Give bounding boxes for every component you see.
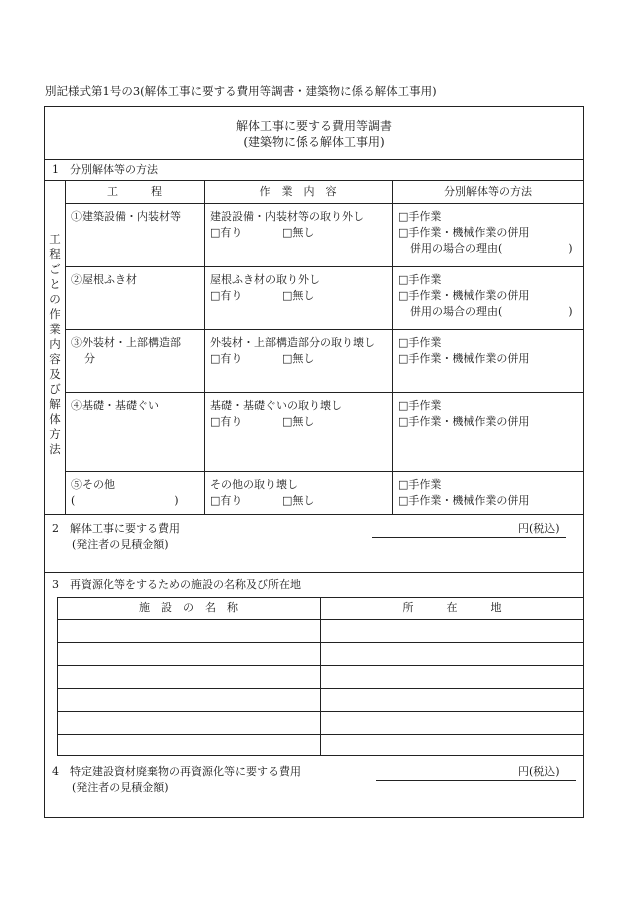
facility-name-field[interactable]	[58, 712, 320, 734]
manual-checkbox[interactable]: □手作業	[398, 336, 442, 349]
combined-checkbox[interactable]: □手作業・機械作業の併用	[398, 352, 530, 365]
no-checkbox[interactable]: □無し	[282, 226, 315, 239]
document-subtitle: (建築物に係る解体工事用)	[243, 135, 385, 149]
yes-checkbox[interactable]: □有り	[210, 415, 243, 428]
process-label: ①建築設備・内装材等	[71, 210, 181, 223]
recycling-cost-unit: 円(税込)	[518, 765, 560, 778]
section2-heading: 2 解体工事に要する費用	[52, 522, 180, 535]
reason-field[interactable]: 併用の場合の理由( )	[410, 305, 573, 318]
combined-checkbox[interactable]: □手作業・機械作業の併用	[398, 226, 530, 239]
section3-heading: 3 再資源化等をするための施設の名称及び所在地	[52, 578, 301, 591]
work-label: その他の取り壊し	[210, 478, 298, 491]
manual-checkbox[interactable]: □手作業	[398, 273, 442, 286]
col-header-method: 分別解体等の方法	[444, 185, 532, 198]
divider	[65, 180, 66, 514]
process-label: ④基礎・基礎ぐい	[71, 399, 159, 412]
process-label: ②屋根ふき材	[71, 273, 137, 286]
col-header-location: 所 在 地	[402, 601, 502, 614]
no-checkbox[interactable]: □無し	[282, 352, 315, 365]
work-label: 基礎・基礎ぐいの取り壊し	[210, 399, 342, 412]
facility-name-field[interactable]	[58, 735, 320, 755]
location-field[interactable]	[321, 643, 584, 665]
divider	[204, 180, 205, 514]
col-header-work: 作 業 内 容	[259, 185, 337, 198]
yes-checkbox[interactable]: □有り	[210, 494, 243, 507]
combined-checkbox[interactable]: □手作業・機械作業の併用	[398, 415, 530, 428]
combined-checkbox[interactable]: □手作業・機械作業の併用	[398, 289, 530, 302]
divider	[44, 180, 584, 181]
work-label: 屋根ふき材の取り外し	[210, 273, 320, 286]
location-field[interactable]	[321, 689, 584, 711]
facility-name-field[interactable]	[58, 666, 320, 688]
section4-heading: 4 特定建設資材廃棄物の再資源化等に要する費用	[52, 765, 301, 778]
section2-sub: (発注者の見積金額)	[72, 538, 169, 551]
location-field[interactable]	[321, 735, 584, 755]
no-checkbox[interactable]: □無し	[282, 494, 315, 507]
process-label: ③外装材・上部構造部	[71, 336, 181, 349]
manual-checkbox[interactable]: □手作業	[398, 399, 442, 412]
divider	[392, 180, 393, 514]
no-checkbox[interactable]: □無し	[282, 289, 315, 302]
facility-name-field[interactable]	[58, 643, 320, 665]
divider	[65, 329, 584, 330]
divider	[65, 392, 584, 393]
col-header-process: 工 程	[107, 185, 162, 198]
form-label: 別記様式第1号の3(解体工事に要する費用等調書・建築物に係る解体工事用)	[45, 84, 437, 98]
side-label: 工程ごとの作業内容及び解体方法	[49, 232, 61, 456]
work-label: 外装材・上部構造部分の取り壊し	[210, 336, 375, 349]
yes-checkbox[interactable]: □有り	[210, 226, 243, 239]
divider	[65, 471, 584, 472]
location-field[interactable]	[321, 666, 584, 688]
no-checkbox[interactable]: □無し	[282, 415, 315, 428]
divider	[65, 266, 584, 267]
yes-checkbox[interactable]: □有り	[210, 289, 243, 302]
divider	[44, 514, 584, 515]
divider	[44, 159, 584, 160]
work-label: 建設設備・内装材等の取り外し	[210, 210, 364, 223]
facility-name-field[interactable]	[58, 620, 320, 642]
location-field[interactable]	[321, 712, 584, 734]
divider	[65, 203, 584, 204]
col-header-facility-name: 施 設 の 名 称	[139, 601, 238, 614]
combined-checkbox[interactable]: □手作業・機械作業の併用	[398, 494, 530, 507]
process-label: ⑤その他	[71, 478, 115, 491]
facility-name-field[interactable]	[58, 689, 320, 711]
manual-checkbox[interactable]: □手作業	[398, 478, 442, 491]
reason-field[interactable]: 併用の場合の理由( )	[410, 242, 573, 255]
divider	[44, 572, 584, 573]
manual-checkbox[interactable]: □手作業	[398, 210, 442, 223]
document-title: 解体工事に要する費用等調書	[235, 119, 392, 133]
process-label-cont: 分	[84, 352, 95, 365]
cost-unit: 円(税込)	[518, 522, 560, 535]
section1-heading: 1 分別解体等の方法	[52, 163, 158, 176]
yes-checkbox[interactable]: □有り	[210, 352, 243, 365]
section4-sub: (発注者の見積金額)	[72, 781, 169, 794]
location-field[interactable]	[321, 620, 584, 642]
process-other-field[interactable]: ( )	[71, 494, 179, 507]
